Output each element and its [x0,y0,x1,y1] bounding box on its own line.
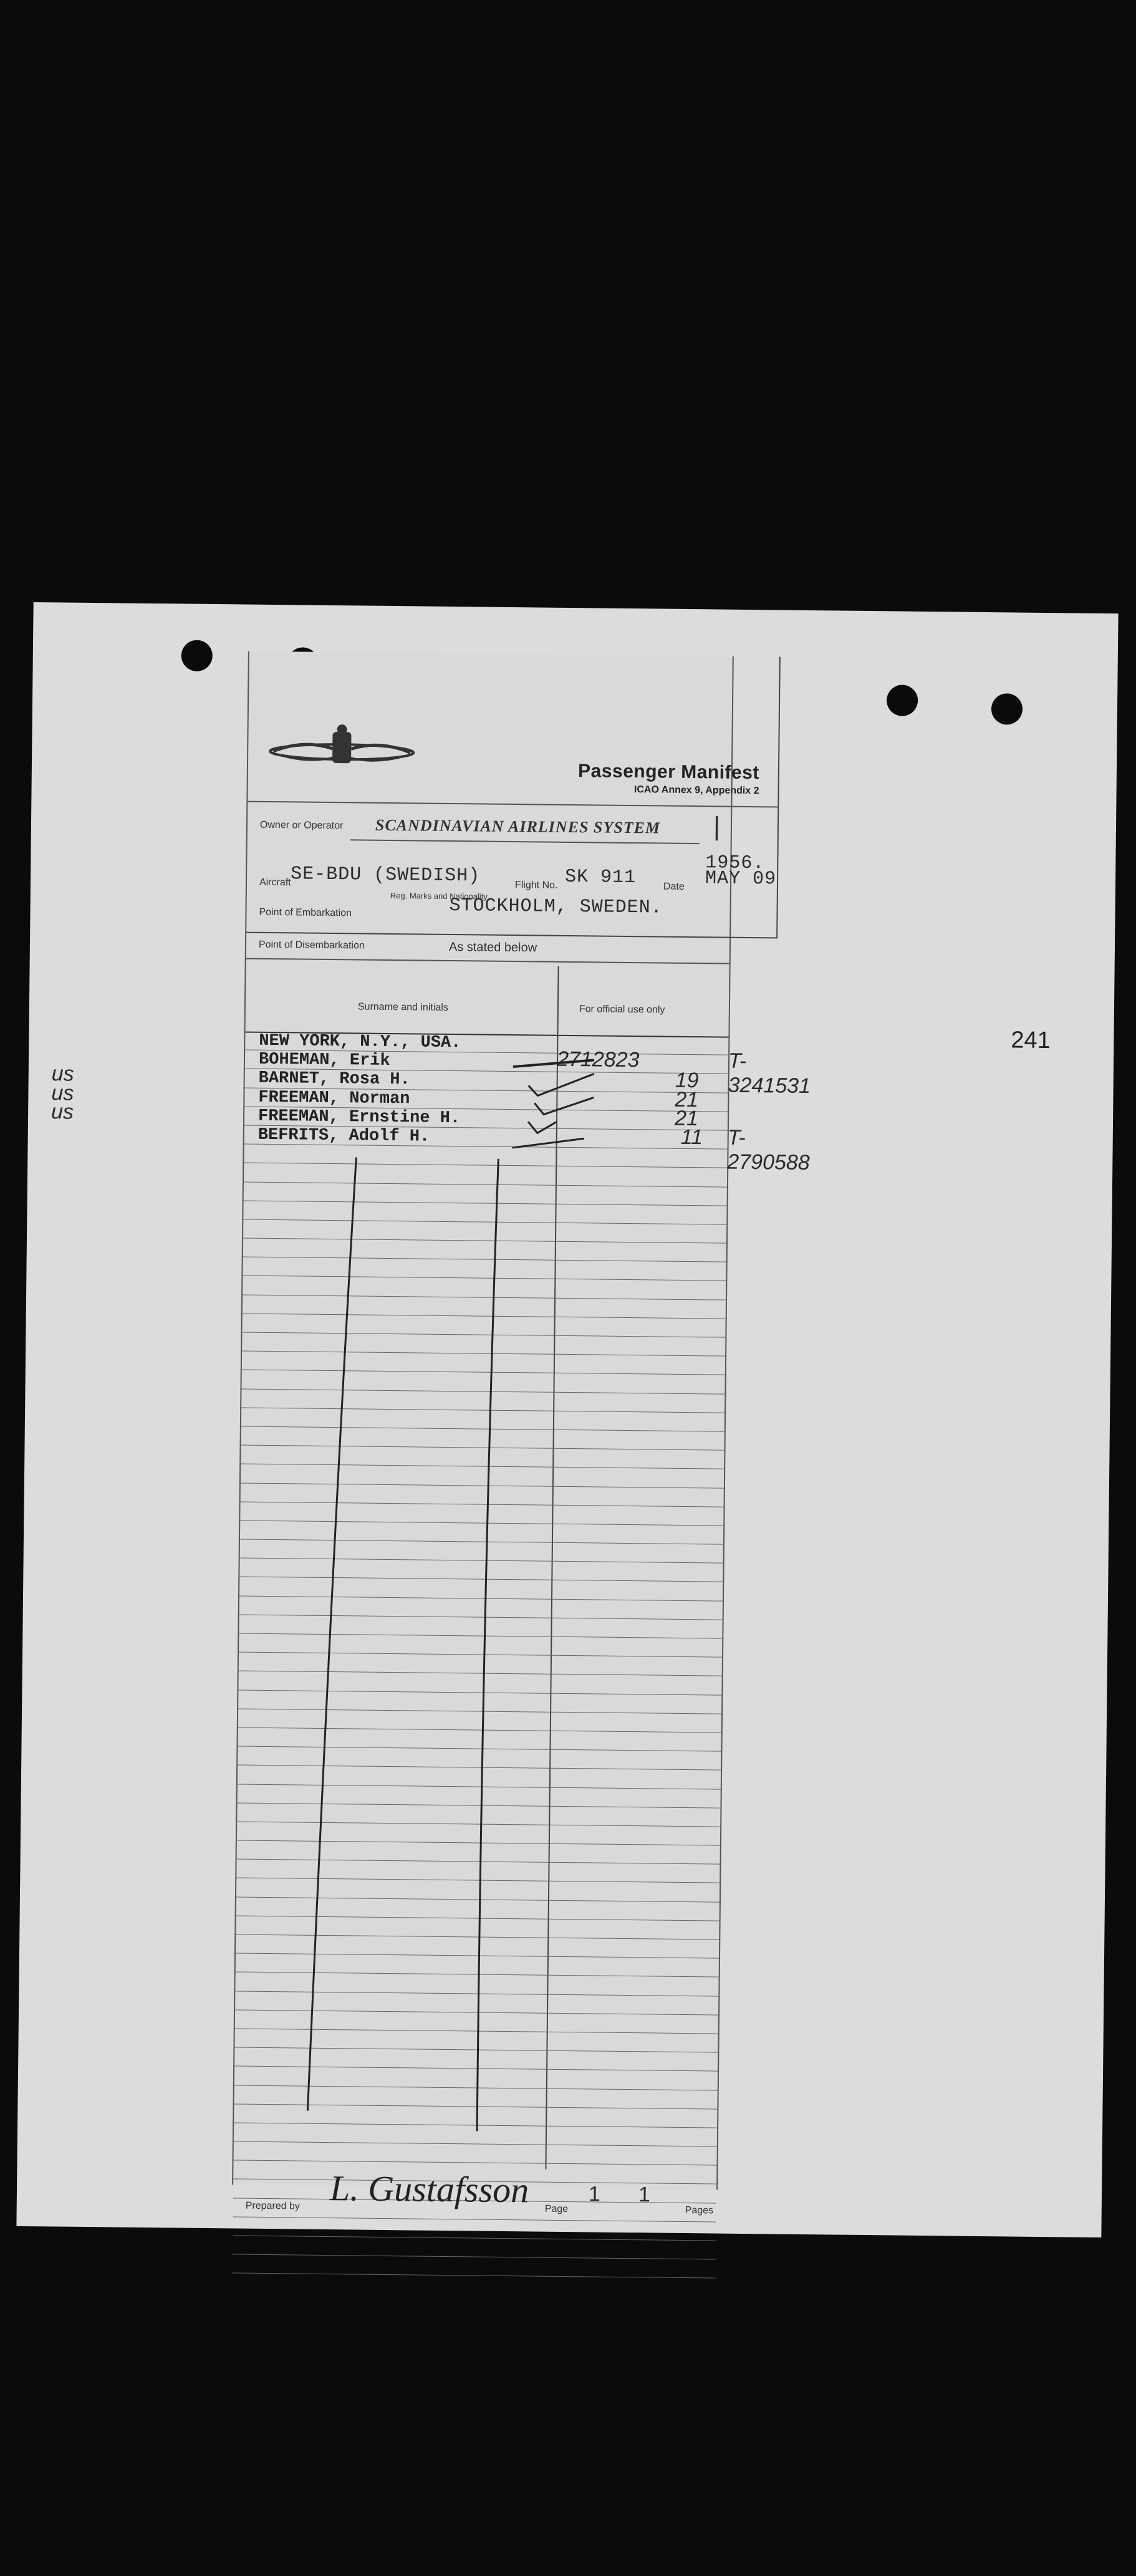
passenger-name: FREEMAN, Norman [258,1088,410,1108]
col-header-official: For official use only [579,1004,665,1016]
ticket-note: T-2790588 [727,1125,810,1175]
handwritten-checkmarks [234,1026,729,2153]
owner-label: Owner or Operator [259,819,344,832]
destination-cell: NEW YORK, N.Y., USA. [259,1031,461,1053]
flight-label: Flight No. [514,880,558,891]
official-value: 21 [674,1106,699,1130]
embark-value: STOCKHOLM, SWEDEN. [449,895,663,919]
tick-mark: | [708,813,726,843]
passenger-name: BEFRITS, Adolf H. [258,1125,430,1146]
disembark-value: As stated below [448,940,537,955]
citizenship-note: us [51,1062,74,1087]
punch-hole [181,640,213,671]
flight-value: SK 911 [564,866,637,889]
ticket-note: T-3241531 [728,1049,811,1098]
official-value: 2712823 [556,1047,640,1072]
manifest-sheet [16,602,1118,2237]
punch-hole [887,685,918,716]
year-value: 1956. [705,852,765,875]
passenger-name: BARNET, Rosa H. [258,1069,410,1090]
official-value: 21 [675,1087,699,1112]
official-value: 11 [680,1125,703,1150]
aircraft-value: SE-BDU (SWEDISH) [290,863,481,887]
punch-hole [991,693,1023,725]
manifest-form [51,651,811,2216]
passenger-name: FREEMAN, Ernstine H. [258,1107,461,1128]
form-header [246,651,781,939]
prepared-label: Prepared by [245,2200,301,2212]
citizenship-note: us [51,1100,74,1124]
signature: L. Gustafsson [329,2168,529,2211]
disembark-label: Point of Disembarkation [258,939,365,951]
owner-value: SCANDINAVIAN AIRLINES SYSTEM [375,815,661,837]
aircraft-sublabel: Reg. Marks and Nationality [390,890,488,901]
date-label: Date [663,881,685,892]
page-label: Page [544,2203,569,2215]
citizenship-note: us [51,1080,74,1105]
page-number: 241 [1011,1027,1051,1054]
divider [248,801,777,808]
divider [246,958,729,964]
page-value: 1 [588,2182,601,2206]
aircraft-label: Aircraft [259,877,291,888]
official-value: 19 [675,1069,699,1093]
form-title: Passenger Manifest [577,761,760,784]
form-subtitle: ICAO Annex 9, Appendix 2 [633,784,759,797]
date-value: MAY 09 [705,868,777,890]
embark-label: Point of Embarkation [259,906,352,919]
airline-emblem-icon [267,720,417,778]
pages-label: Pages [685,2205,714,2216]
of-value: 1 [638,2183,651,2207]
col-header-names: Surname and initials [357,1001,448,1013]
passenger-name: BOHEMAN, Erik [258,1050,390,1071]
underline [350,839,700,844]
